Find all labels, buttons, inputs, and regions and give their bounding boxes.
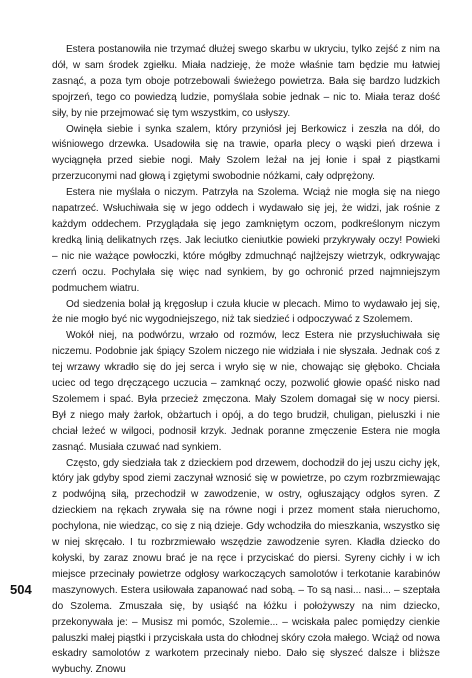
paragraph-5: Wokół niej, na podwórzu, wrzało od rozmów, lecz Estera nie przysłuchiwała się niczemu. Podobnie jak śpiący Szolem niczego nie widziała i nie słyszała. Jednak coś z tej wrzawy wkradło się do jej serca i wryło się w nie, chowając się głęboko. Chciała uciec od tego dręczącego uczucia – zamknąć oczy, pozwolić głowie opaść nisko nad Szolemem i spać. Była przecież zmęczona. Mały Szolem domagał się w nocy piersi. Był z niego mały żarłok, obżartuch i opój, a do tego brudził, chuligan, pieluszki i nie chciał leżeć w wilgoci, podnosił krzyk. Jednak poranne zmęczenie Estera nie mogła zasnąć. Musiała czuwać nad synkiem.	[52, 330, 440, 453]
paragraph-3: Estera nie myślała o niczym. Patrzyła na Szolema. Wciąż nie mogła się na niego napatrzeć. Wsłuchiwała się w jego oddech i wydawało się jej, że widzi, jak rośnie z każdym oddechem. Przyglądała się jego zamkniętym oczom, podkreślonym niczym kredką linią delikatnych rzęs. Jak leciutko cieniutkie powieki przykrywały oczy! Powieki – nic nie ważące powłoczki, które mógłby zdmuchnąć najlżejszy wietrzyk, odkrywając czerń oczu. Pochylała się więc nad synkiem, by go ochronić przed najmniejszym podmuchem wiatru.	[52, 187, 440, 294]
body-text	[52, 42, 440, 678]
paragraph-2: Owinęła siebie i synka szalem, który przyniósł jej Berkowicz i zeszła na dół, do wiśniowego drzewka. Usadowiła się na trawie, oparła plecy o wąski pień drzewa i wyciągnęła przed siebie nogi. Mały Szolem leżał na jej łonie i spał z piąstkami przerzuconymi nad głową i zgiętymi swobodnie nóżkami, cały odprężony.	[52, 123, 440, 183]
paragraph-4: Od siedzenia bolał ją kręgosłup i czuła kłucie w plecach. Mimo to wydawało jej się, że nie mogło być nic wygodniejszego, niż tak siedzieć i odpoczywać z Szolemem.	[52, 298, 440, 326]
paragraph-6: Często, gdy siedziała tak z dzieckiem pod drzewem, dochodził do jej uszu cichy jęk, który jak gdyby spod ziemi zaczynał wznosić się w powietrze, po czym rozbrzmiewając z podwójną siłą, przechodził w zawodzenie, w ostry, ogłuszający odgłos syren. Z dzieckiem na rękach zrywała się na równe nogi i przez moment stała nieruchomo, pochylona, nie wiedząc, co się z nią dzieje. Gdy wchodziła do mieszkania, wszystko się w niej skręcało. I tu rozbrzmiewało wszędzie zawodzenie syren. Kładła dziecko do kołyski, by zaraz znowu brać je na ręce i przyciskać do piersi. Syreny cichły i w ich miejsce przecinały powietrze odgłosy warkoczących samolotów i terkotanie karabinów maszynowych. Estera usiłowała zapanować nad sobą. – To są nasi... nasi... – szeptała do Szolema. Zmuszała się, by usiąść na łóżku i położywszy na nim dziecko, przekonywała je: – Musisz mi pomóc, Szolemie... – wciskała palec pomiędzy cienkie paluszki małej piąstki i przyciskała usta do chłodnej skóry czoła małego. Wciąż od nowa eskadry samolotów z warkotem przecinały niebo. Dało się słyszeć dalsze i bliższe wybuchy. Znowu	[52, 457, 440, 676]
page-number: 504	[10, 582, 32, 597]
paragraph-1: Estera postanowiła nie trzymać dłużej swego skarbu w ukryciu, tylko zejść z nim na dół, w sam środek zgiełku. Miała nadzieję, że może właśnie tam będzie mu łatwiej zasnąć, a poza tym oboje potrzebowali świeżego powietrza. Bała się bardzo ludzkich spojrzeń, tego co powiedzą ludzie, pomyślała sobie jednak – nic to. Miała teraz dość siły, by nie przejmować się tym wszystkim, co usłyszy.	[52, 44, 440, 119]
